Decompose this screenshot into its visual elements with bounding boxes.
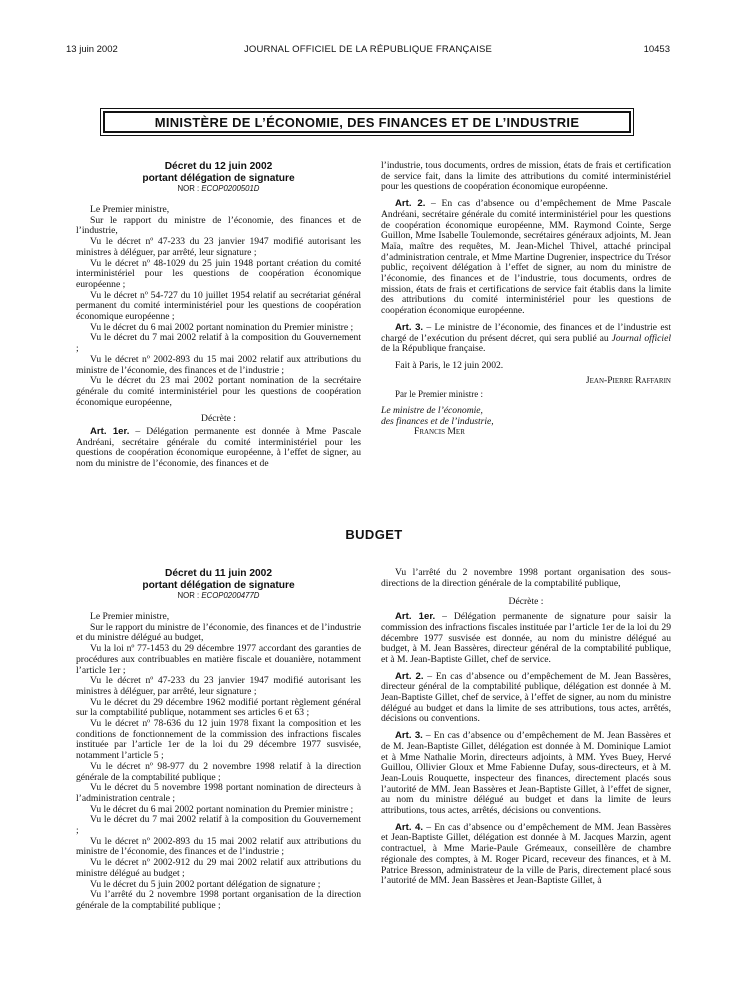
- decree2-para: Vu le décret nº 78-636 du 12 juin 1978 fixant la composition et les conditions de fonctionnement de la commission des infractions fiscales instituée par l’article 1er de la loi du 29 décembre 1977 susvisée, notamment l’article 5 ;: [76, 718, 361, 762]
- decree1-par: Par le Premier ministre :: [395, 389, 483, 400]
- decree2-nor: [76, 591, 361, 601]
- section-budget: BUDGET: [345, 527, 403, 542]
- art-label: Art. 2.: [395, 670, 424, 682]
- minister-line2: des finances et de l’industrie,: [381, 415, 494, 427]
- decree2-para: Vu le décret du 29 décembre 1962 modifié portant règlement général sur la comptabilité publique, notamment ses articles 6 et 63 ;: [76, 696, 361, 719]
- decree2-para: Vu le décret du 5 novembre 1998 portant nomination de directeurs à l’administration centrale ;: [76, 782, 361, 804]
- art-label: Art. 2.: [395, 198, 426, 210]
- decree2-right-column: [381, 568, 671, 887]
- decree1-subtitle: portant délégation de signature: [142, 172, 295, 184]
- decree2-art2: [381, 672, 671, 726]
- art-text: – En cas d’absence ou d’empêchement de Mme Pascale Andréani, secrétaire générale du comité interministériel pour les questions de coopération économique européenne, MM. Raymond Cointe, Serge Guillon, Mme Isabelle Toulemonde, secrétaires généraux adjoints, M. Jean Maïa, maître des requêtes, M. Jean-Michel Thivel, attaché principal d’administration centrale, et Mme Martine Dugrenier, inspectrice du Trésor public, reçoivent délégation à l’effet de signer, au nom du ministre de l’économie, des finances et de l’industrie, tous documents, ordres de mission, états de frais et certifications de service fait établis dans la limite des attributions du comité interministériel pour les questions de coopération économique européenne.: [381, 198, 671, 317]
- art-text: – Délégation permanente de signature pour saisir la commission des infractions fiscales instituée par l’article 1er de la loi du 29 décembre 1977 susvisée est donnée, au nom du ministre délégué au budget, à M. Jean Bassères, directeur général de la comptabilité publique, et à M. Jean-Baptiste Gillet, chef de service.: [381, 611, 671, 665]
- decree2-para: Vu l’arrêté du 2 novembre 1998 portant organisation de la direction générale de la comptabilité publique ;: [76, 889, 361, 911]
- ministry-banner: [103, 111, 631, 133]
- decree1-para: Le Premier ministre,: [90, 204, 170, 215]
- decree1-art3: [381, 323, 671, 355]
- art-label: Art. 1er.: [90, 426, 130, 438]
- journal-title: JOURNAL OFFICIEL DE LA RÉPUBLIQUE FRANÇAISE: [243, 44, 493, 55]
- decree1-art2: [381, 199, 671, 317]
- decree2-para: Vu l’arrêté du 2 novembre 1998 portant organisation des sous-directions de la direction générale de la comptabilité publique,: [381, 567, 671, 589]
- decree1-fait: Fait à Paris, le 12 juin 2002.: [395, 359, 504, 371]
- running-header: [66, 44, 670, 56]
- ministry-banner-text: MINISTÈRE DE L’ÉCONOMIE, DES FINANCES ET DE L’INDUSTRIE: [154, 114, 580, 130]
- decree1-continuation: l’industrie, tous documents, ordres de mission, états de frais et certification de service fait, dans la limite des attributions du comité interministériel pour les questions de coopération économique européenne.: [381, 160, 671, 193]
- nor-code: ECOP0200501D: [201, 184, 260, 193]
- art-text: – Délégation permanente est donnée à Mme Pascale Andréani, secrétaire générale du comité interministériel pour les questions de coopération économique européenne, à l’effet de signer, au nom du ministre de l’économie, des finances et de: [76, 426, 361, 470]
- art-text: – En cas d’absence ou d’empêchement de MM. Jean Bassères et Jean-Baptiste Gillet, délégation est donnée à M. Jacques Marzin, agent contractuel, à Mme Marie-Paule Grémeaux, conseillère de chambre régionale des comptes, à M. Roger Picard, receveur des finances, et à M. Patrice Bresson, administrateur de la ville de Paris, directement placé sous l’autorité de MM. Jean Bassères et Jean-Baptiste Gillet, à: [381, 821, 671, 887]
- art-text: – En cas d’absence ou d’empêchement de M. Jean Bassères, directeur général de la comptabilité publique, délégation est donnée à M. Jean-Baptiste Gillet, chef de service, à l’effet de signer, au nom du ministre délégué au budget et dans la limite de ses attributions, tous actes, arrêtés, décisions ou conventions.: [381, 670, 671, 725]
- decree2-decrete: Décrète :: [508, 596, 544, 608]
- journal-officiel: Journal officiel: [611, 332, 671, 344]
- art-label: Art. 4.: [395, 821, 423, 833]
- minister-name: Francis Mer: [414, 426, 465, 438]
- decree2-art1: [381, 612, 671, 666]
- minister-line1: Le ministre de l’économie,: [381, 405, 483, 417]
- decree1-right-column: [381, 161, 671, 438]
- decree2-para: Sur le rapport du ministre de l’économie, des finances et de l’industrie et du ministre délégué au budget,: [76, 621, 361, 644]
- decree2-para: Vu le décret nº 98-977 du 2 novembre 1998 relatif à la direction générale de la comptabilité publique ;: [76, 760, 361, 783]
- decree2-art4: [381, 823, 671, 887]
- decree2-para: Vu la loi nº 77-1453 du 29 décembre 1977 accordant des garanties de procédures aux contribuables en matière fiscale et douanière, notamment l’article 1er ;: [76, 643, 361, 676]
- decree1-para: Vu le décret nº 2002-893 du 15 mai 2002 relatif aux attributions du ministre de l’économie, des finances et de l’industrie ;: [76, 353, 361, 376]
- art-label: Art. 1er.: [395, 611, 436, 623]
- decree1-art1: [76, 427, 361, 470]
- page-number: 10453: [643, 44, 670, 55]
- decree1-decrete: Décrète :: [201, 413, 236, 425]
- decree2-subtitle: portant délégation de signature: [142, 579, 295, 591]
- decree1-nor: [76, 184, 361, 194]
- decree2-para: Vu le décret nº 2002-912 du 29 mai 2002 relatif aux attributions du ministre délégué au budget ;: [76, 857, 361, 879]
- decree1-signature: Jean-Pierre Raffarin: [585, 374, 671, 386]
- nor-code: ECOP0200477D: [201, 591, 260, 600]
- decree1-para: Vu le décret nº 48-1029 du 25 juin 1948 portant création du comité interministériel pour les questions de coopération économique européenne ;: [76, 257, 361, 290]
- decree1-para: Vu le décret du 23 mai 2002 portant nomination de la secrétaire générale du comité interministériel pour les questions de coopération économique européenne,: [76, 375, 361, 408]
- nor-label: NOR :: [177, 591, 202, 600]
- decree2-para: Le Premier ministre,: [90, 611, 170, 622]
- nor-label: NOR :: [177, 184, 202, 193]
- decree2-art3: [381, 731, 671, 817]
- decree1-para: Vu le décret nº 54-727 du 10 juillet 1954 relatif au secrétariat général permanent du comité interministériel pour les questions de coopération économique européenne ;: [76, 289, 361, 323]
- art-text: – En cas d’absence ou d’empêchement de M. Jean Bassères et de M. Jean-Baptiste Gillet, délégation est donnée à M. Dominique Lamiot et à Mme Nathalie Morin, directeurs adjoints, à MM. Yves Buey, Hervé Guillou, Ollivier Gloux et Mme Fabienne Dufay, sous-directeurs, et à M. Jean-Louis Rouquette, inspecteur des finances, directement placés sous l’autorité de MM. Jean Bassères et Jean-Baptiste Gillet, à l’effet de signer, au nom du ministre délégué au budget et dans la limite de leurs attributions, tous actes, arrêtés, décisions ou conventions.: [381, 730, 671, 817]
- header-date: 13 juin 2002: [66, 44, 118, 55]
- art-text: de la République française.: [381, 343, 486, 355]
- decree1-para: Vu le décret du 7 mai 2002 relatif à la composition du Gouvernement ;: [76, 332, 361, 355]
- art-label: Art. 3.: [395, 730, 423, 742]
- decree1-para: Vu le décret du 6 mai 2002 portant nomination du Premier ministre ;: [90, 321, 354, 333]
- decree1-left-column: [76, 161, 361, 470]
- decree2-title: Décret du 11 juin 2002: [164, 568, 273, 579]
- decree2-para: Vu le décret du 5 juin 2002 portant délégation de signature ;: [90, 878, 321, 890]
- decree1-title: Décret du 12 juin 2002: [164, 161, 273, 172]
- decree2-para: Vu le décret nº 47-233 du 23 janvier 1947 modifié autorisant les ministres à déléguer, par arrêté, leur signature ;: [76, 675, 361, 697]
- decree1-para: Vu le décret nº 47-233 du 23 janvier 1947 modifié autorisant les ministres à déléguer, par arrêté, leur signature ;: [76, 236, 361, 258]
- decree2-left-column: [76, 568, 361, 912]
- decree1-para: Sur le rapport du ministre de l’économie, des finances et de l’industrie,: [76, 214, 361, 237]
- decree2-para: Vu le décret du 6 mai 2002 portant nomination du Premier ministre ;: [90, 803, 354, 815]
- art-label: Art. 3.: [395, 321, 424, 333]
- art-text: – Le ministre de l’économie, des finances et de l’industrie est chargé de l’exécution du présent décret, qui sera publié au: [381, 321, 671, 344]
- decree2-para: Vu le décret du 7 mai 2002 relatif à la composition du Gouvernement ;: [76, 814, 361, 837]
- decree2-para: Vu le décret nº 2002-893 du 15 mai 2002 relatif aux attributions du ministre de l’économie, des finances et de l’industrie ;: [76, 835, 361, 858]
